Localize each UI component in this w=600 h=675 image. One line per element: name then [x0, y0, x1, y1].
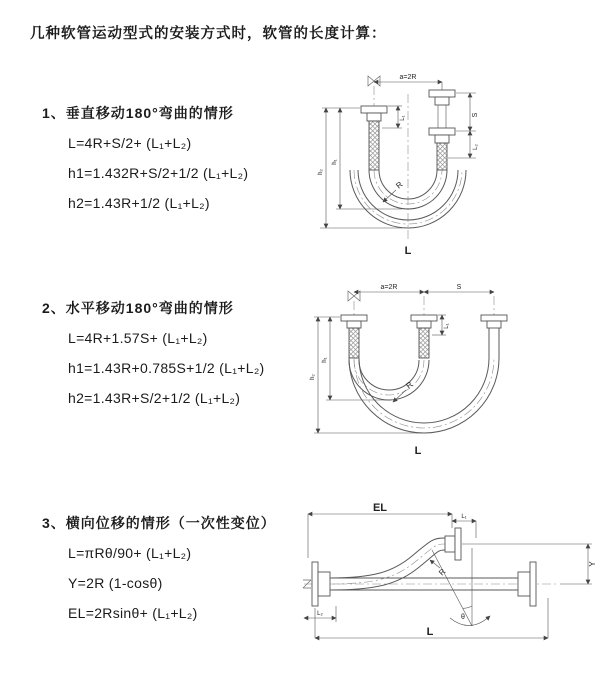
dim-label-fitting-top: L₁ [461, 514, 467, 520]
dim-label-span: a=2R [380, 284, 398, 291]
dim-label-offset: Y [588, 561, 597, 567]
dim-label-stroke: S [472, 112, 479, 118]
diagram-horizontal-movement [306, 282, 600, 460]
dim-label-radius: R [404, 379, 415, 391]
dim-label-radius: R [394, 179, 405, 191]
formula-line: EL=2Rsinθ+ (L₁+L₂) [68, 605, 198, 621]
flange [429, 128, 455, 135]
braided-hose [369, 121, 379, 170]
flange [312, 562, 318, 606]
section-vertical [42, 98, 322, 218]
dim-label-fitting: L₁ [444, 323, 450, 329]
braided-hose [349, 328, 359, 358]
diagram-lateral-displacement [300, 498, 599, 650]
braided-hose [419, 328, 429, 358]
formula-line: L=4R+S/2+ (L₁+L₂) [68, 135, 192, 151]
hose-s-curve [330, 538, 445, 578]
formula-line: h1=1.432R+S/2+1/2 (L₁+L₂) [68, 165, 249, 181]
dim-label-length: L [404, 245, 412, 257]
section-vertical-heading: 1、垂直移动180°弯曲的情形 [42, 105, 234, 121]
dim-label-h-outer: h₂ [318, 169, 324, 175]
dim-label-h-inner: h₁ [332, 159, 338, 165]
valve-icon [348, 291, 360, 301]
formula-line: L=4R+1.57S+ (L₁+L₂) [68, 330, 208, 346]
formula-line: h2=1.43R+S/2+1/2 (L₁+L₂) [68, 390, 241, 406]
flange [445, 536, 455, 552]
formula-line: h1=1.43R+0.785S+1/2 (L₁+L₂) [68, 360, 265, 376]
dim-label-length: L [426, 626, 434, 638]
valve-icon [368, 76, 380, 86]
dim-label-span: a=2R [399, 74, 417, 81]
section-lateral [42, 508, 322, 628]
flange [481, 315, 507, 321]
dim-label-fitting-right: L₂ [473, 144, 479, 150]
dim-label-radius: R [437, 567, 448, 578]
diagram-vertical-movement [312, 70, 597, 257]
formula-line: L=πRθ/90+ (L₁+L₂) [68, 545, 192, 561]
flange [361, 106, 387, 113]
dim-label-stroke: S [456, 284, 462, 291]
dim-label-el: EL [372, 502, 388, 514]
flange [411, 315, 437, 321]
section-horizontal-heading: 2、水平移动180°弯曲的情形 [42, 300, 234, 316]
flange [429, 90, 455, 97]
page-title: 几种软管运动型式的安装方式时，软管的长度计算： [30, 26, 387, 42]
section-lateral-heading: 3、横向位移的情形（一次性变位） [42, 515, 276, 531]
dim-label-h-inner: h₁ [322, 357, 328, 363]
formula-line: Y=2R (1-cosθ) [68, 575, 163, 591]
flange [518, 572, 530, 596]
braided-hose [437, 143, 447, 170]
dim-label-angle: θ [461, 614, 465, 621]
section-horizontal [42, 293, 322, 413]
dim-label-h-outer: h₂ [310, 374, 316, 380]
dim-label-length: L [414, 445, 422, 457]
dim-label-fitting-bottom: L₂ [317, 611, 323, 617]
dim-label-fitting-left: L₁ [400, 115, 406, 121]
formula-line: h2=1.43R+1/2 (L₁+L₂) [68, 195, 210, 211]
flange [341, 315, 367, 321]
